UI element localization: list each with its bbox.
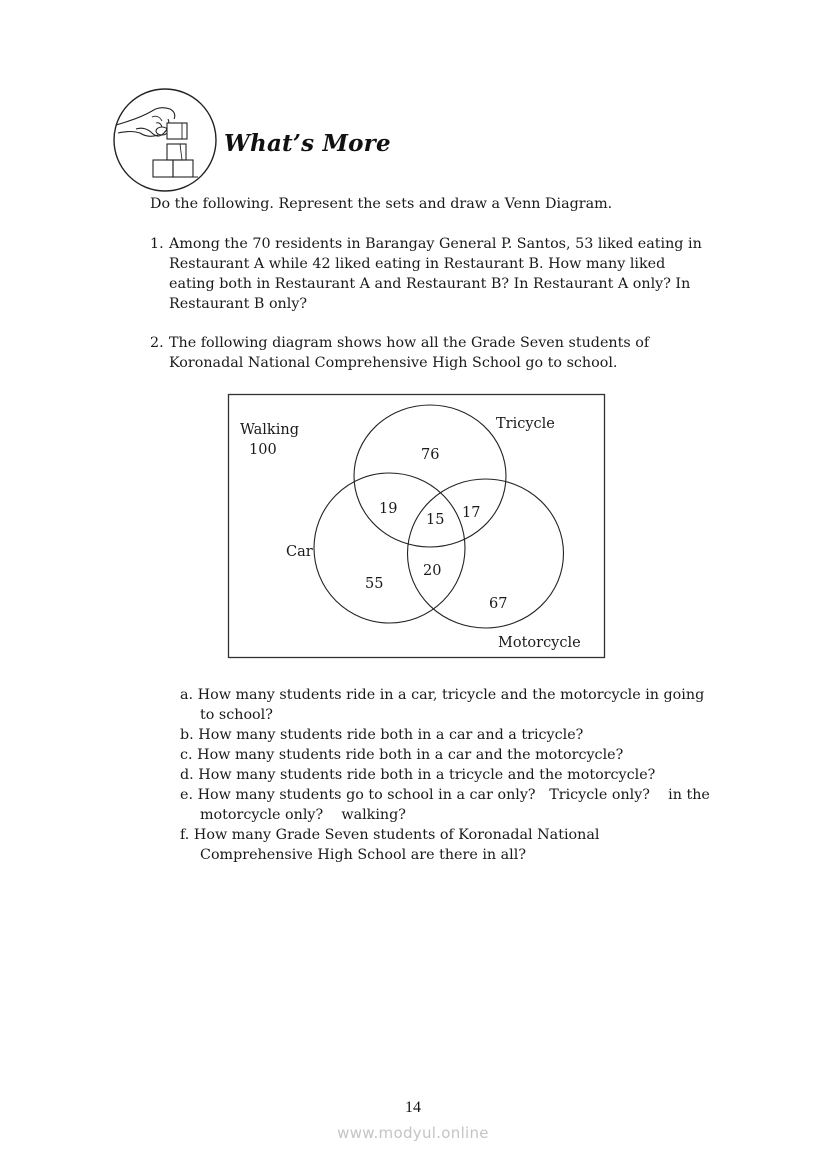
hand-stacking-blocks-icon-svg — [112, 87, 218, 193]
watermark: www.modyul.online — [337, 1124, 489, 1142]
sub-questions — [180, 685, 710, 865]
sub-question-e: e. How many students go to school in a car only? Tricycle only? in the motorcycle only? walking? — [180, 787, 710, 823]
walking-label: Walking — [240, 422, 299, 438]
instructions: Do the following. Represent the sets and draw a Venn Diagram. — [150, 196, 613, 212]
region-car-and-tricycle: 19 — [379, 501, 398, 517]
hand-stacking-blocks-icon — [112, 87, 218, 193]
problem-line: Koronadal National Comprehensive High School go to school. — [169, 355, 618, 371]
region-car-only: 55 — [365, 576, 384, 592]
problem-line: 1. Among the 70 residents in Barangay General P. Santos, 53 liked eating in — [150, 236, 702, 252]
sub-question-f: f. How many Grade Seven students of Koronadal National Comprehensive High School are there in all? — [180, 827, 600, 863]
problem-number: 2. — [150, 335, 164, 351]
motorcycle-circle — [408, 479, 564, 628]
problem-line: eating both in Restaurant A and Restaurant B? In Restaurant A only? In — [169, 276, 691, 292]
car-circle — [314, 473, 465, 623]
region-car-and-motorcycle: 20 — [423, 563, 442, 579]
tricycle-circle — [354, 405, 506, 547]
region-tricycle-and-motorcycle: 17 — [462, 505, 481, 521]
region-all-three: 15 — [426, 512, 445, 528]
problem-1 — [150, 234, 702, 314]
page-number: 14 — [405, 1099, 421, 1116]
problem-line: Restaurant B only? — [169, 296, 308, 312]
region-motorcycle-only: 67 — [489, 596, 508, 612]
section-title: What’s More — [224, 130, 391, 157]
region-tricycle-only: 76 — [421, 447, 440, 463]
problem-number: 1. — [150, 236, 164, 252]
sub-question-d: d. How many students ride both in a tricycle and the motorcycle? — [180, 767, 656, 783]
sub-question-b: b. How many students ride both in a car and a tricycle? — [180, 727, 584, 743]
sub-question-c: c. How many students ride both in a car and the motorcycle? — [180, 747, 624, 763]
car-label: Car — [286, 544, 313, 560]
sub-question-a: a. How many students ride in a car, tricycle and the motorcycle in going to school? — [180, 687, 705, 723]
universal-set-frame — [229, 395, 605, 658]
problem-2 — [150, 333, 649, 373]
motorcycle-label: Motorcycle — [498, 635, 581, 651]
problem-line: Restaurant A while 42 liked eating in Restaurant B. How many liked — [169, 256, 666, 272]
region-walking: 100 — [249, 442, 277, 458]
problem-line: 2. The following diagram shows how all the Grade Seven students of — [150, 335, 650, 351]
tricycle-label: Tricycle — [496, 416, 555, 432]
